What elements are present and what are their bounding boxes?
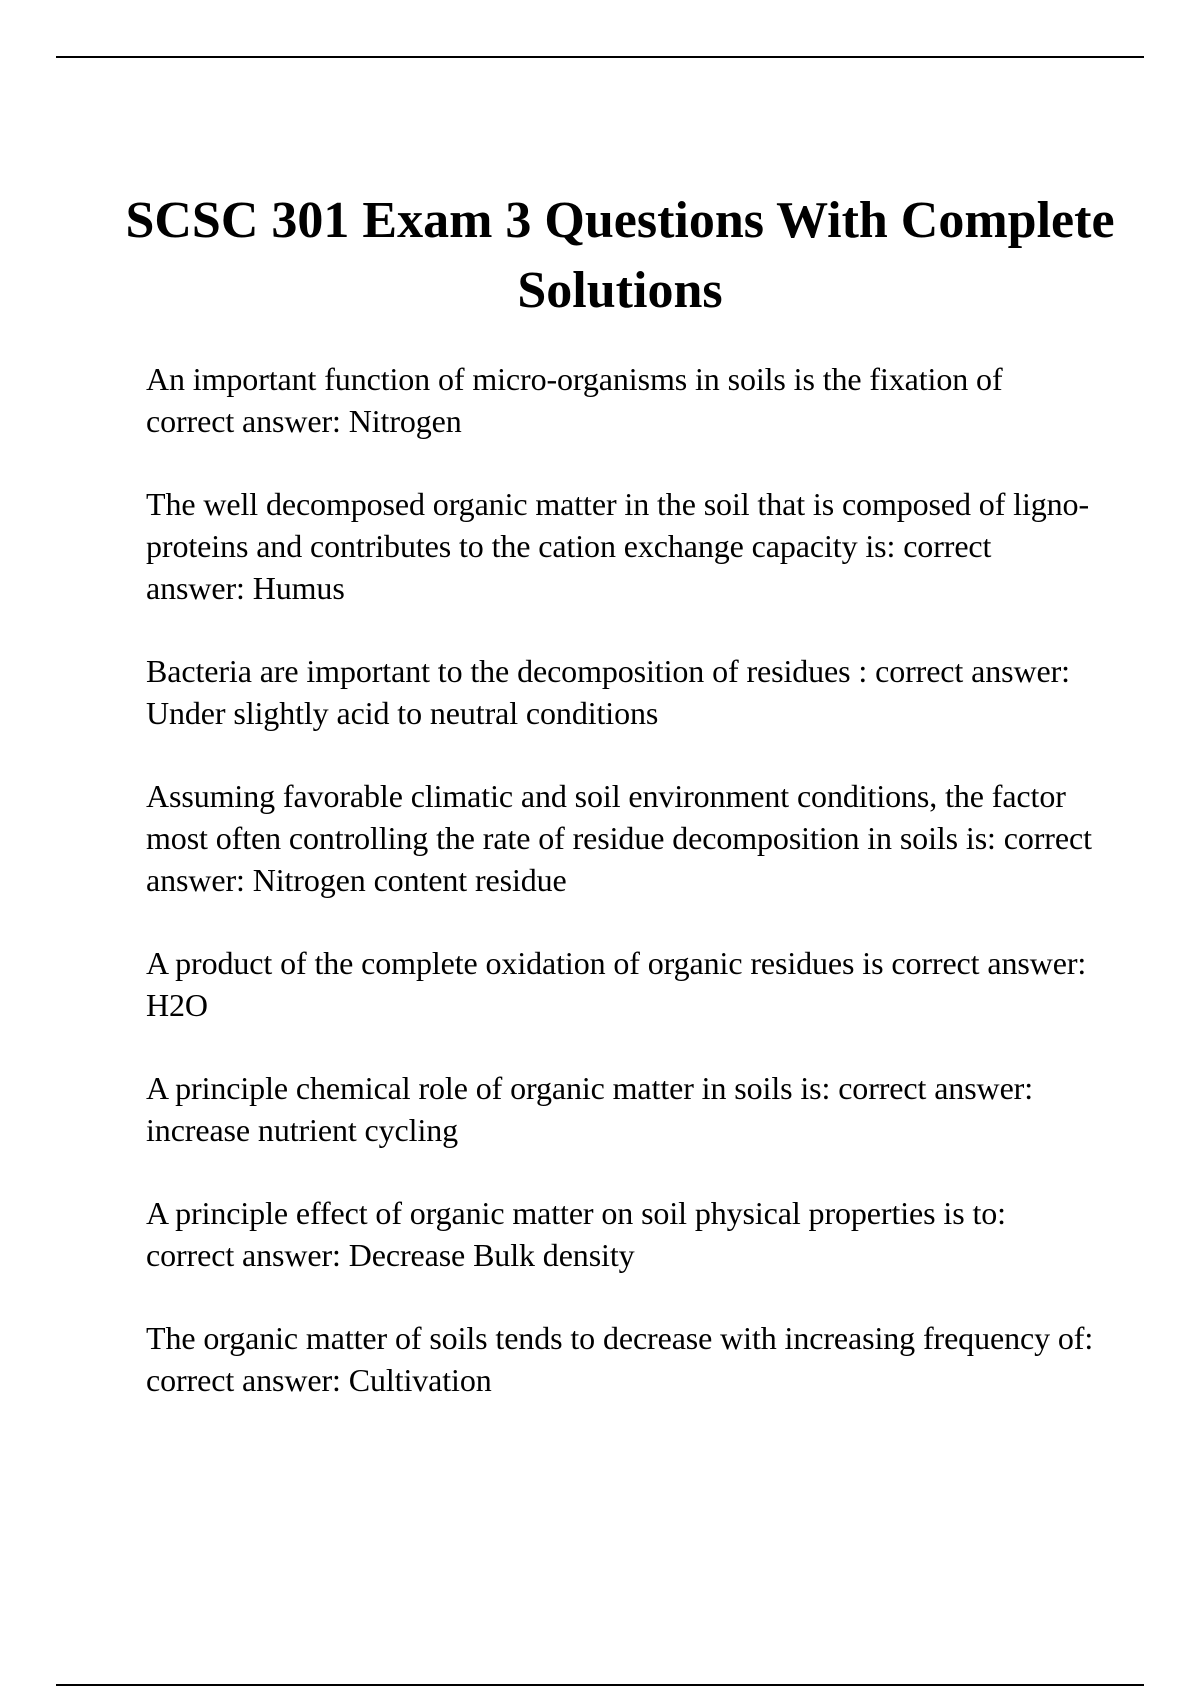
qa-list: [146, 358, 1096, 1442]
page-title: SCSC 301 Exam 3 Questions With Complete Solutions: [125, 192, 1115, 319]
top-rule: [56, 56, 1144, 58]
qa-item-3: Bacteria are important to the decomposition of residues : correct answer: Under slightly acid to neutral conditions: [146, 653, 1070, 731]
qa-item-1: An important function of micro-organisms in soils is the fixation of correct answer: Nitrogen: [146, 361, 1003, 439]
qa-item-4: Assuming favorable climatic and soil environment conditions, the factor most often controlling the rate of residue decomposition in soils is: correct answer: Nitrogen content residue: [146, 778, 1092, 898]
qa-item-8: The organic matter of soils tends to decrease with increasing frequency of: correct answer: Cultivation: [146, 1320, 1094, 1398]
qa-item-7: A principle effect of organic matter on soil physical properties is to: correct answer: Decrease Bulk density: [146, 1195, 1006, 1273]
qa-item-5: A product of the complete oxidation of organic residues is correct answer: H2O: [146, 945, 1087, 1023]
bottom-rule: [56, 1684, 1144, 1686]
qa-item-6: A principle chemical role of organic matter in soils is: correct answer: increase nutrient cycling: [146, 1070, 1034, 1148]
qa-item-2: The well decomposed organic matter in the soil that is composed of ligno-proteins and contributes to the cation exchange capacity is: correct answer: Humus: [146, 486, 1089, 606]
